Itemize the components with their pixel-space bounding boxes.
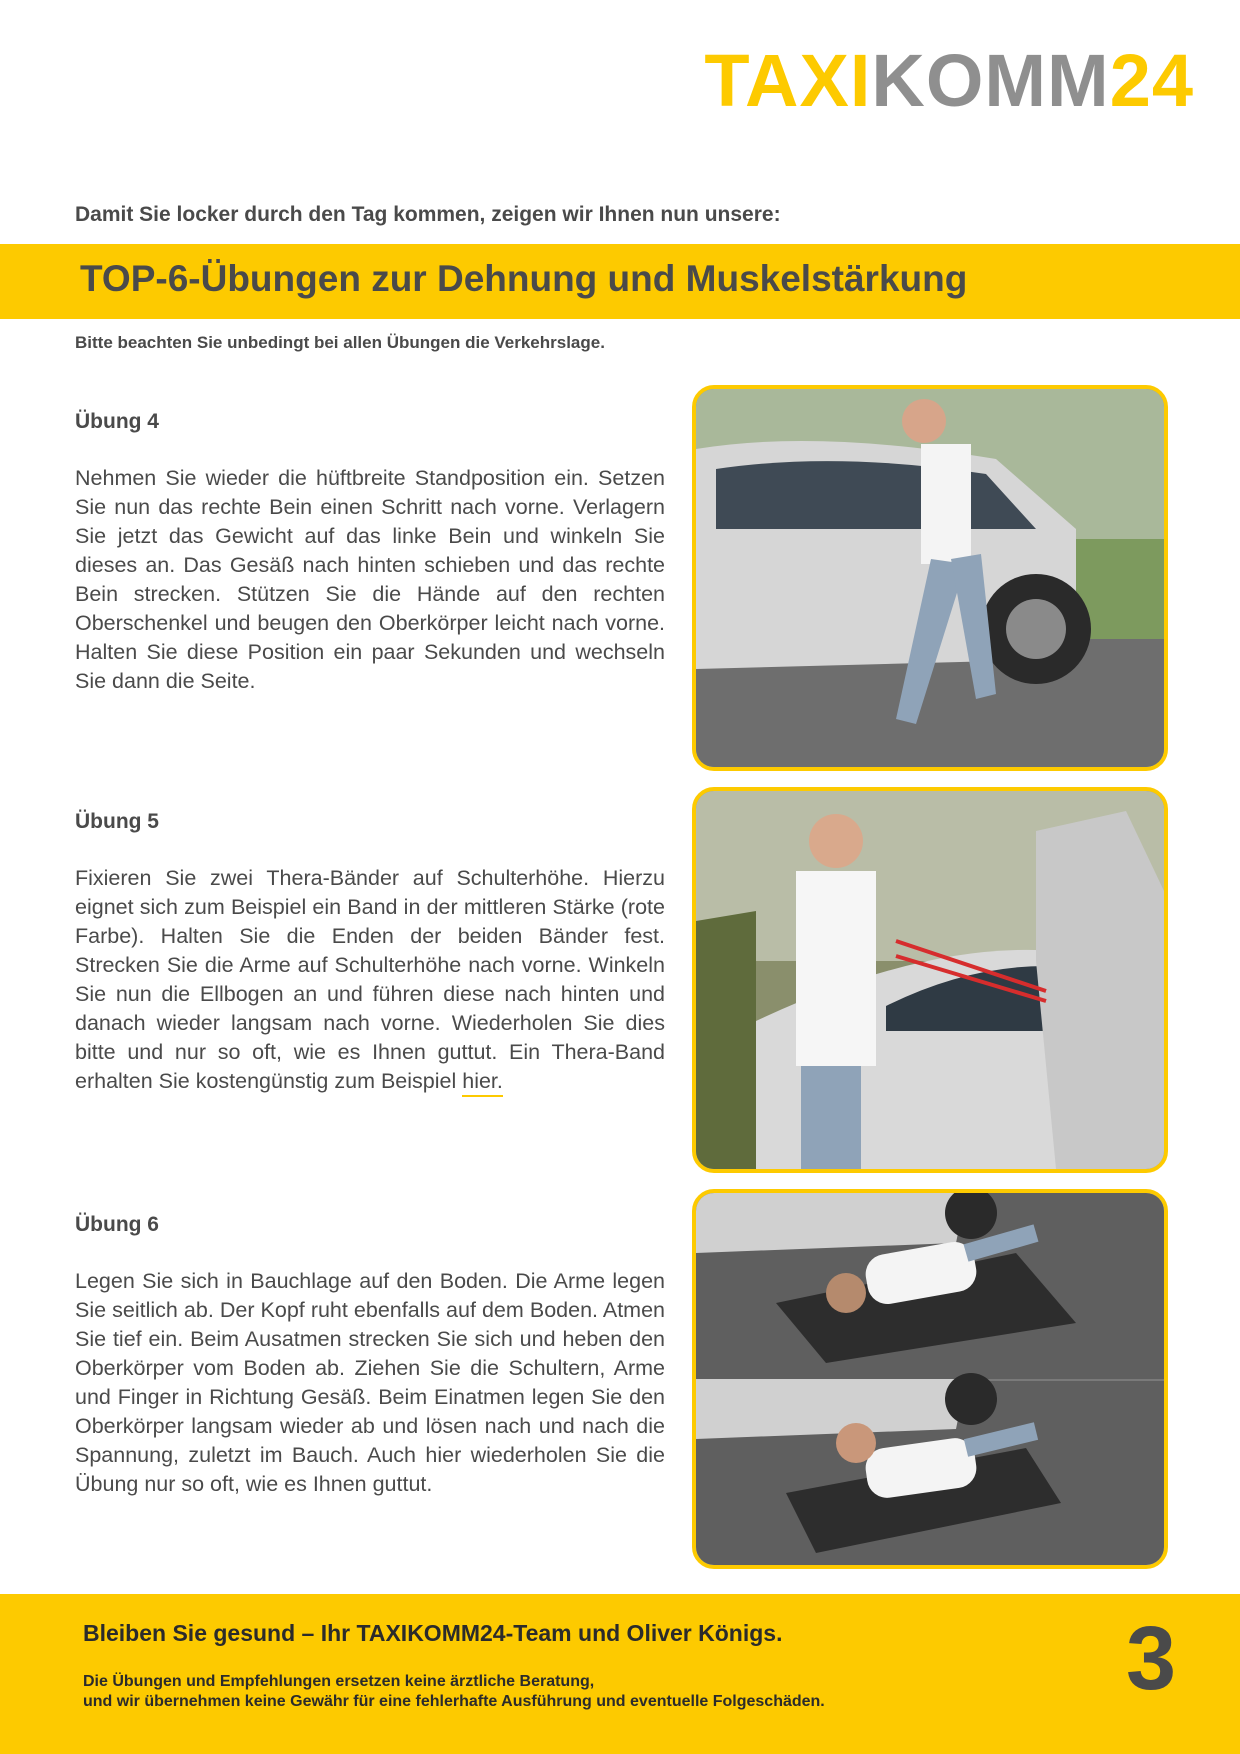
theraband-link[interactable]: hier. — [462, 1069, 503, 1097]
exercise-text-body: Fixieren Sie zwei Thera-Bänder auf Schulterhöhe. Hierzu eignet sich zum Beispiel ein Band in der mittleren Stärke (rote Farbe). Halten Sie die Enden der beiden Bänder fest. Strecken Sie die Arme auf Schulterhöhe nach vorne. Winkeln Sie nun die Ellbogen an und führen diese nach hinten und danach wieder langsam nach vorne. Wiederholen Sie dies bitte und nur so oft, wie es Ihnen guttut. Ein Thera-Band erhalten Sie kostengünstig zum Beispiel — [75, 866, 665, 1093]
footer-disclaimer — [83, 1672, 825, 1712]
exercise-heading: Übung 4 — [75, 410, 159, 433]
exercise-text: Legen Sie sich in Bauchlage auf den Boden. Die Arme legen Sie seitlich ab. Der Kopf ruht ebenfalls auf dem Boden. Atmen Sie tief ein. Beim Ausatmen strecken Sie sich und heben den Oberkörper vom Boden ab. Ziehen Sie die Schultern, Arme und Finger in Richtung Gesäß. Beim Einatmen legen Sie den Oberkörper langsam wieder ab und lösen nach und nach die Spannung, zuletzt im Bauch. Auch hier wiederholen Sie die Übung nur so oft, wie es Ihnen guttut. — [75, 1269, 665, 1496]
exercise-5-photo — [692, 787, 1168, 1173]
exercise-heading: Übung 6 — [75, 1213, 159, 1236]
exercise-text — [75, 864, 665, 1096]
exercise-4-photo — [692, 385, 1168, 771]
logo-part-24: 24 — [1109, 39, 1194, 122]
traffic-notice: Bitte beachten Sie unbedingt bei allen Übungen die Verkehrslage. — [75, 333, 605, 352]
brand-logo — [704, 39, 1194, 122]
page-title: TOP-6-Übungen zur Dehnung und Muskelstärkung — [80, 258, 968, 299]
footer-greeting: Bleiben Sie gesund – Ihr TAXIKOMM24-Team und Oliver Königs. — [83, 1620, 783, 1646]
exercise-5 — [75, 810, 665, 1096]
page-number: 3 — [1125, 1609, 1176, 1709]
disclaimer-line-1: Die Übungen und Empfehlungen ersetzen keine ärztliche Beratung, — [83, 1673, 595, 1690]
disclaimer-line-2: und wir übernehmen keine Gewähr für eine fehlerhafte Ausführung und eventuelle Folgeschäden. — [83, 1693, 825, 1710]
exercise-text: Nehmen Sie wieder die hüftbreite Standposition ein. Setzen Sie nun das rechte Bein einen Schritt nach vorne. Verlagern Sie jetzt das Gewicht auf das linke Bein und winkeln Sie dieses an. Das Gesäß nach hinten schieben und das rechte Bein strecken. Stützen Sie die Hände auf den rechten Oberschenkel und beugen den Oberkörper leicht nach vorne. Halten Sie diese Position ein paar Sekunden und wechseln Sie dann die Seite. — [75, 466, 665, 693]
exercise-6-photo — [692, 1189, 1168, 1569]
exercise-6 — [75, 1213, 665, 1499]
title-banner — [0, 244, 1240, 319]
intro-text: Damit Sie locker durch den Tag kommen, zeigen wir Ihnen nun unsere: — [75, 203, 781, 226]
logo-part-komm: KOMM — [871, 39, 1110, 122]
exercise-4 — [75, 410, 665, 696]
logo-part-taxi: TAXI — [704, 39, 872, 122]
footer-bar — [0, 1594, 1240, 1754]
exercise-heading: Übung 5 — [75, 810, 159, 833]
